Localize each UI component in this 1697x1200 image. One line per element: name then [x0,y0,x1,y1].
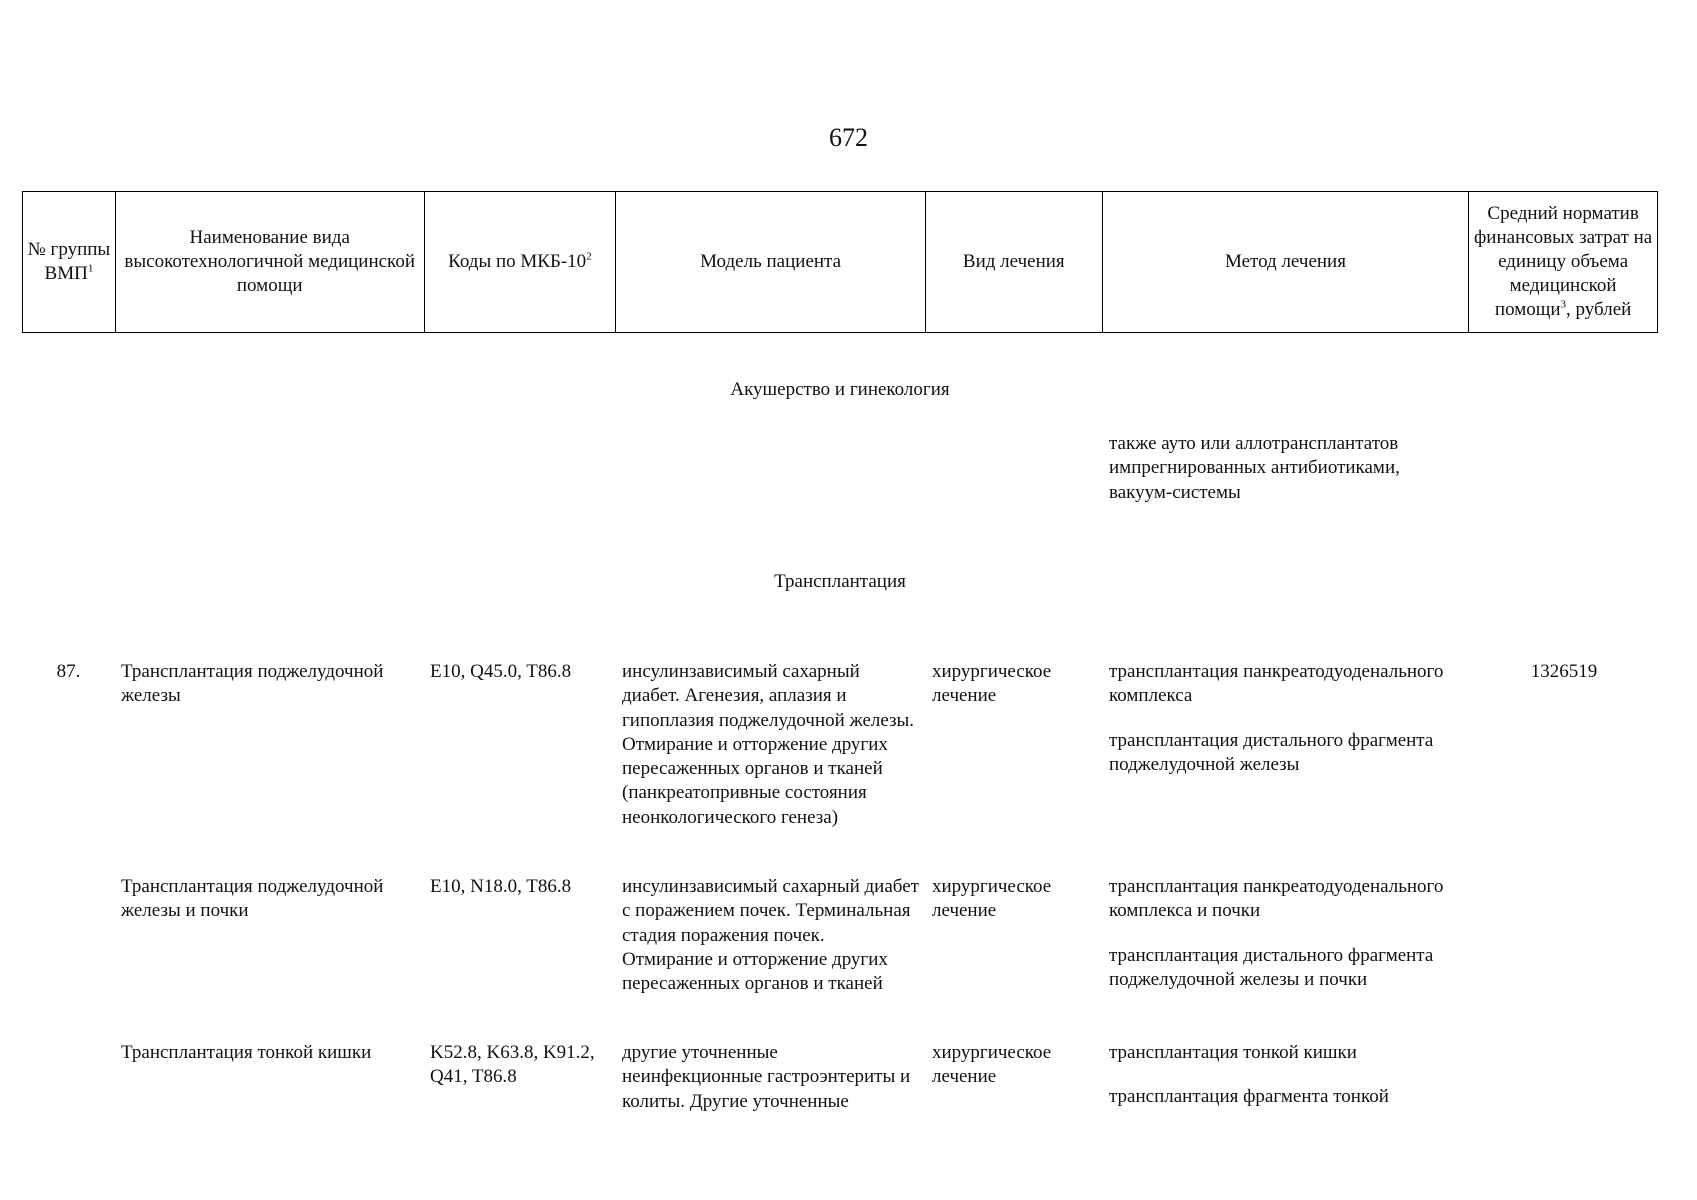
row-codes: K52.8, K63.8, K91.2, Q41, T86.8 [430,1042,595,1088]
page-number: 672 [829,123,868,152]
method-item: трансплантация панкреатодуоденального комплекса [1109,661,1444,707]
table-header [22,191,1658,333]
method-item: трансплантация тонкой кишки [1109,1042,1357,1063]
row-methods [1103,660,1470,830]
table-row [22,1041,1658,1114]
row-treatment: хирургическое лечение [932,1042,1052,1088]
header-treatment-type [926,192,1103,332]
row-name: Трансплантация тонкой кишки [121,1042,372,1063]
row-number [22,875,115,996]
header-group-no-label: № группы ВМП [27,239,111,284]
header-codes [425,192,617,332]
row-treatment: хирургическое лечение [932,661,1052,707]
row-name: Трансплантация поджелудочной железы [121,661,384,707]
row-methods [1103,1041,1470,1114]
header-name-label: Наименование вида высокотехнологичной медицинской помощи [124,227,415,296]
header-method-label: Метод лечения [1224,251,1346,272]
header-patient-model [616,192,926,332]
row-number [22,1041,115,1114]
section-title-obstetrics: Акушерство и гинекология [730,379,950,400]
footnote-ref-1: 1 [87,262,94,275]
row-codes: E10, Q45.0, T86.8 [430,661,572,682]
method-item: трансплантация панкреатодуоденального комплекса и почки [1109,876,1444,922]
row-cost: 1326519 [1530,661,1598,682]
header-name [116,192,425,332]
row-patient-model: инсулинзависимый сахарный диабет. Агенезия, аплазия и гипоплазия поджелудочной железы. Отмирание и отторжение других пересаженных органов и тканей (панкреатопривные состояния неонкологического генеза) [622,661,915,828]
row-methods [1103,875,1470,996]
row-treatment: хирургическое лечение [932,876,1052,922]
row-number: 87. [56,661,81,682]
header-treatment-type-label: Вид лечения [962,251,1065,272]
row-name: Трансплантация поджелудочной железы и почки [121,876,384,922]
row-codes: E10, N18.0, T86.8 [430,876,572,897]
header-method [1103,192,1470,332]
method-item: трансплантация дистального фрагмента поджелудочной железы и почки [1109,944,1434,990]
header-codes-label: Коды по МКБ-10 [448,251,587,272]
header-cost-label: Средний норматив финансовых затрат на единицу объема медицинской помощи [1473,203,1653,320]
footnote-ref-3: 3 [1560,298,1567,311]
header-patient-model-label: Модель пациента [700,251,842,272]
header-cost-unit: , рублей [1566,299,1632,320]
row-patient-model: другие уточненные неинфекционные гастроэнтериты и колиты. Другие уточненные [622,1042,911,1112]
header-cost [1469,192,1657,332]
section-title-transplant: Трансплантация [774,571,906,592]
method-item: трансплантация дистального фрагмента поджелудочной железы [1109,729,1434,775]
table-row [22,660,1658,830]
row-cost [1470,1041,1658,1114]
continuation-method-text: также ауто или аллотрансплантатов импрегнированных антибиотиками, вакуум-системы [1109,433,1400,503]
method-item: трансплантация фрагмента тонкой [1109,1086,1389,1108]
table-row [22,875,1658,996]
row-cost [1470,875,1658,996]
row-patient-model: инсулинзависимый сахарный диабет с поражением почек. Терминальная стадия поражения почек. Отмирание и отторжение других пересаженных органов и тканей [622,876,919,995]
header-group-no [23,192,116,332]
footnote-ref-2: 2 [586,250,592,263]
continuation-row [22,432,1658,505]
